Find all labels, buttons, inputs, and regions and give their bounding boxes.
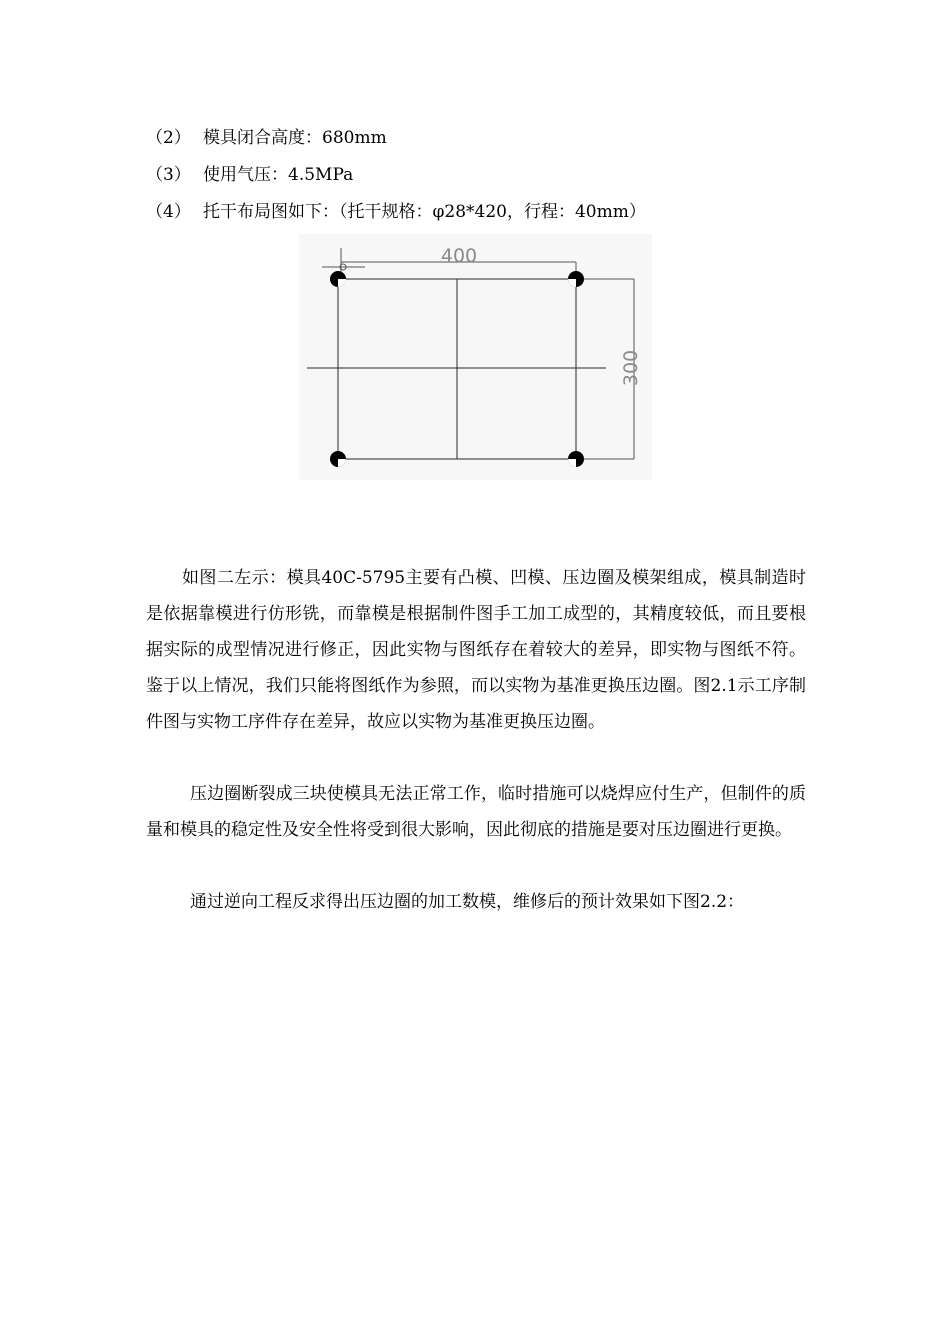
list-number: （4） [146, 202, 191, 222]
pin-marker-icon [568, 451, 584, 467]
dimension-height-label: 300 [620, 349, 642, 387]
list-item-4 [146, 202, 646, 222]
pin-marker-icon [568, 271, 584, 287]
drawing-background [299, 234, 652, 480]
list-item-3 [146, 165, 353, 185]
list-item-2 [146, 128, 387, 148]
paragraph-2: 压边圈断裂成三块使模具无法正常工作，临时措施可以烧焊应付生产，但制件的质量和模具的稳定性及安全性将受到很大影响，因此彻底的措施是要对压边圈进行更换。 [146, 784, 806, 840]
list-text: 使用气压：4.5MPa [203, 165, 354, 185]
pin-marker-icon [330, 271, 346, 287]
dimension-width-label: 400 [440, 245, 478, 267]
paragraph-3: 通过逆向工程反求得出压边圈的加工数模，维修后的预计效果如下图2.2： [190, 892, 745, 912]
list-number: （3） [146, 165, 191, 185]
list-text: 模具闭合高度：680mm [203, 128, 387, 148]
list-text: 托干布局图如下：（托干规格：φ28*420，行程：40mm） [203, 202, 646, 222]
pin-marker-icon [330, 451, 346, 467]
list-number: （2） [146, 128, 191, 148]
ejector-layout-drawing [299, 234, 652, 480]
paragraph-1: 如图二左示：模具40C-5795主要有凸模、凹模、压边圈及模架组成，模具制造时是依据靠模进行仿形铣，而靠模是根据制件图手工加工成型的，其精度较低，而且要根据实际的成型情况进行修正，因此实物与图纸存在着较大的差异，即实物与图纸不符。鉴于以上情况，我们只能将图纸作为参照，而以实物为基准更换压边圈。图2.1示工序制件图与实物工序件存在差异，故应以实物为基准更换压边圈。 [146, 568, 806, 732]
